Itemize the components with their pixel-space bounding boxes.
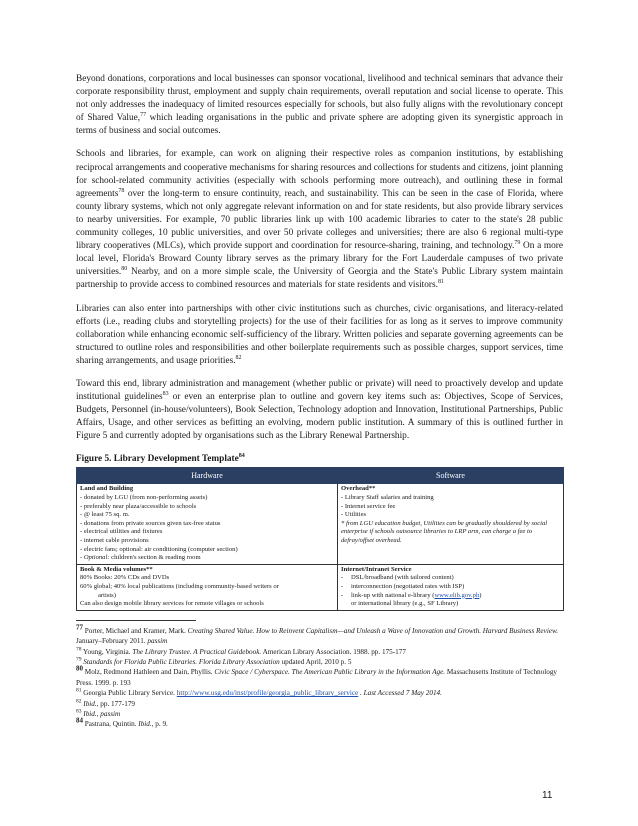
cell-heading: Land and Building — [80, 485, 134, 493]
list-item: 60% global; 40% local publications (including community-based writers or — [80, 582, 279, 590]
hardware-header: Hardware — [77, 468, 338, 484]
footnote-80: 80 Molz, Redmond Hathleen and Dain, Phyllis. Civic Space / Cyberspace. The American Public Library in the Information Age. Massachusetts Institute of Technology Press. 1999. p. 193 — [76, 664, 558, 687]
book-media-cell — [77, 564, 338, 610]
list-item: - DSL/broadband (with tailored content) — [341, 574, 454, 582]
footnote-ref[interactable]: 82 — [235, 354, 242, 361]
internet-service-cell — [338, 564, 564, 610]
list-item: Can also design mobile library services for remote villages or schools — [80, 600, 264, 608]
paragraph-schools-libraries: Schools and libraries, for example, can work on aligning their respective roles as companion institutions, by establishing reciprocal arrangements and cooperative mechanisms for sharing resources and collections for students and citizens, joint planning for school-related community activities (especially with schools performing more outreach), and outlining these in formal agreements$^{78}$ over the long-term to ensure continuity, reach, and sustainability. This can be seen in the case of Florida, where county library systems, which not only aggregate relevant information on and for state residents, but also provide library services to nearby universities. For example, 70 public libraries link up with 100 academic libraries to cater to the state's 28 public community colleges, 10 public universities, and over 50 private colleges and universities; there are also 6 regional multi-type library cooperatives (MLCs), which provide support and coordination for resource-sharing, training, and technology.$^{79}$ On a more local level, Florida's Broward County library serves as the primary library for the Fort Lauderdale campuses of two private universities.$^{80}$ Nearby, and on a more simple scale, the University of Georgia and the State's Public Library system maintain partnership to provide access to combined resources and materials for state residents and visitors.$^{81}$ — [76, 149, 563, 291]
list-item: artists) — [98, 591, 116, 599]
footnote-ref[interactable]: 77 — [140, 112, 147, 119]
paragraph-guidelines: Toward this end, library administration and management (whether public or private) will need to proactively develop and update institutional guidelines$^{83}$ or even an enterprise plan to outline and govern key items such as: Objectives, Scope of Services, Budgets, Personnel (in-house/volunteers), Book Selection, Technology adoption and Innovation, Institutional Partnerships, Public Affairs, Usage, and other services as befitting an evolving, modern public institution. A summary of this is outlined further in Figure 5 and currently adopted by organisations such as the Library Renewal Partnership. — [76, 378, 563, 442]
footnote-82: $^{82}$ Ibid., pp. 177-179 — [76, 698, 136, 708]
overhead-cell — [338, 484, 564, 564]
library-development-table — [76, 467, 564, 610]
footnote-ref[interactable]: 80 — [121, 266, 128, 273]
overhead-note: * from LGU education budget, Utilities can be gradually shouldered by social enterprise if schools outsource libraries to LRP arm, can charge a fee to defray/offset overhead. — [341, 519, 548, 544]
list-item: - Library Staff salaries and training — [341, 494, 434, 502]
footnote-ref[interactable]: 84 — [238, 453, 245, 460]
footnote-78: $^{78}$ Young, Virginia. The Library Trustee. A Practical Guidebook. American Library Association. 1988. pp. 175-177 — [76, 646, 406, 656]
list-item: - electrical utilities and fixtures — [80, 528, 163, 536]
list-item: - preferably near plaza/accessible to schools — [80, 502, 197, 510]
list-item: - donated by LGU (from non-performing assets) — [80, 494, 208, 502]
footnote-84: 84 Pastrana, Quintin. Ibid., p. 9. — [76, 717, 168, 729]
list-item: - Utilities — [341, 511, 367, 519]
footnote-ref[interactable]: 81 — [437, 279, 444, 286]
cell-heading: Book & Media volumes** — [80, 565, 153, 573]
list-item: - internet cable provisions — [80, 537, 149, 544]
footnote-divider — [76, 620, 196, 621]
document-page — [76, 73, 563, 730]
cell-heading: Overhead** — [341, 485, 376, 493]
footnote-ref[interactable]: 79 — [514, 240, 521, 247]
figure-title: Figure 5. Library Development Template$^{84}$ — [76, 453, 245, 465]
georgia-library-link[interactable]: http://www.usg.edu/inst/profile/georgia_public_library_service — [176, 689, 359, 698]
cell-heading: Internet/Intranet Service — [341, 565, 412, 573]
list-item: 80% Books: 20% CDs and DVDs — [80, 574, 170, 582]
footnote-ref[interactable]: 83 — [162, 390, 169, 397]
footnote-81: $^{81}$ Georgia Public Library Service. http://www.usg.edu/inst/profile/georgia_public_library_service . Last Accessed 7 May 2014. — [76, 687, 442, 698]
list-item: - link-up with national e-library (www.elib.gov.ph) — [341, 591, 482, 599]
page-number: 11 — [542, 790, 553, 801]
list-item: - Internet service fee — [341, 502, 396, 510]
list-item: or international library (e.g., SF Library) — [351, 600, 459, 608]
list-item: - @ least 75 sq. m. — [80, 511, 130, 519]
list-item: - electric fans; optional: air conditioning (computer section) — [80, 545, 238, 553]
software-header: Software — [338, 468, 564, 484]
footnote-83: $^{83}$ Ibid., passim — [76, 708, 121, 718]
list-item: - interconnection (negotiated rates with ISP) — [341, 582, 465, 590]
paragraph-civic-partnerships: Libraries can also enter into partnerships with other civic institutions such as churches, civic organisations, and literacy-related efforts (i.e., reading clubs and storytelling projects) for the use of their facilities for as long as it serves to improve community collaboration while enhancing economic self-sufficiency of the library. Written policies and separate governing agreements can be structured to outline roles and responsibilities and other boilerplate requirements such as possible charges, support services, time sharing arrangements, and usage priorities.$^{82}$ — [76, 303, 563, 366]
footnote-ref[interactable]: 78 — [118, 187, 125, 194]
footnote-77: 77 Porter, Michael and Kramer, Mark. Creating Shared Value. How to Reinvent Capitalism—and Unleash a Wave of Innovation and Growth. Harvard Business Review. January–February 2011. passim — [76, 623, 559, 646]
list-item: - Optional: children's section & reading room — [80, 554, 201, 562]
paragraph-shared-value: Beyond donations, corporations and local businesses can sponsor vocational, livelihood and technical seminars that advance their corporate responsibility thrust, employment and supply chain requirements, overall reputation and social license to operate. This not only addresses the inadequacy of limited resources especially for schools, but also fully aligns with the revolutionary concept of Shared Value,$^{77}$ which leading organisations in the public and private sphere are adopting given its synergistic approach in terms of business and social outcomes. — [76, 74, 563, 137]
elib-link[interactable]: www.elib.gov.ph — [434, 591, 480, 599]
list-item: - donations from private sources given tax-free status — [80, 519, 221, 527]
land-building-cell — [77, 484, 338, 564]
footnote-79: $^{79}$ Standards for Florida Public Libraries. Florida Library Association updated April, 2010 p. 5 — [76, 656, 352, 666]
